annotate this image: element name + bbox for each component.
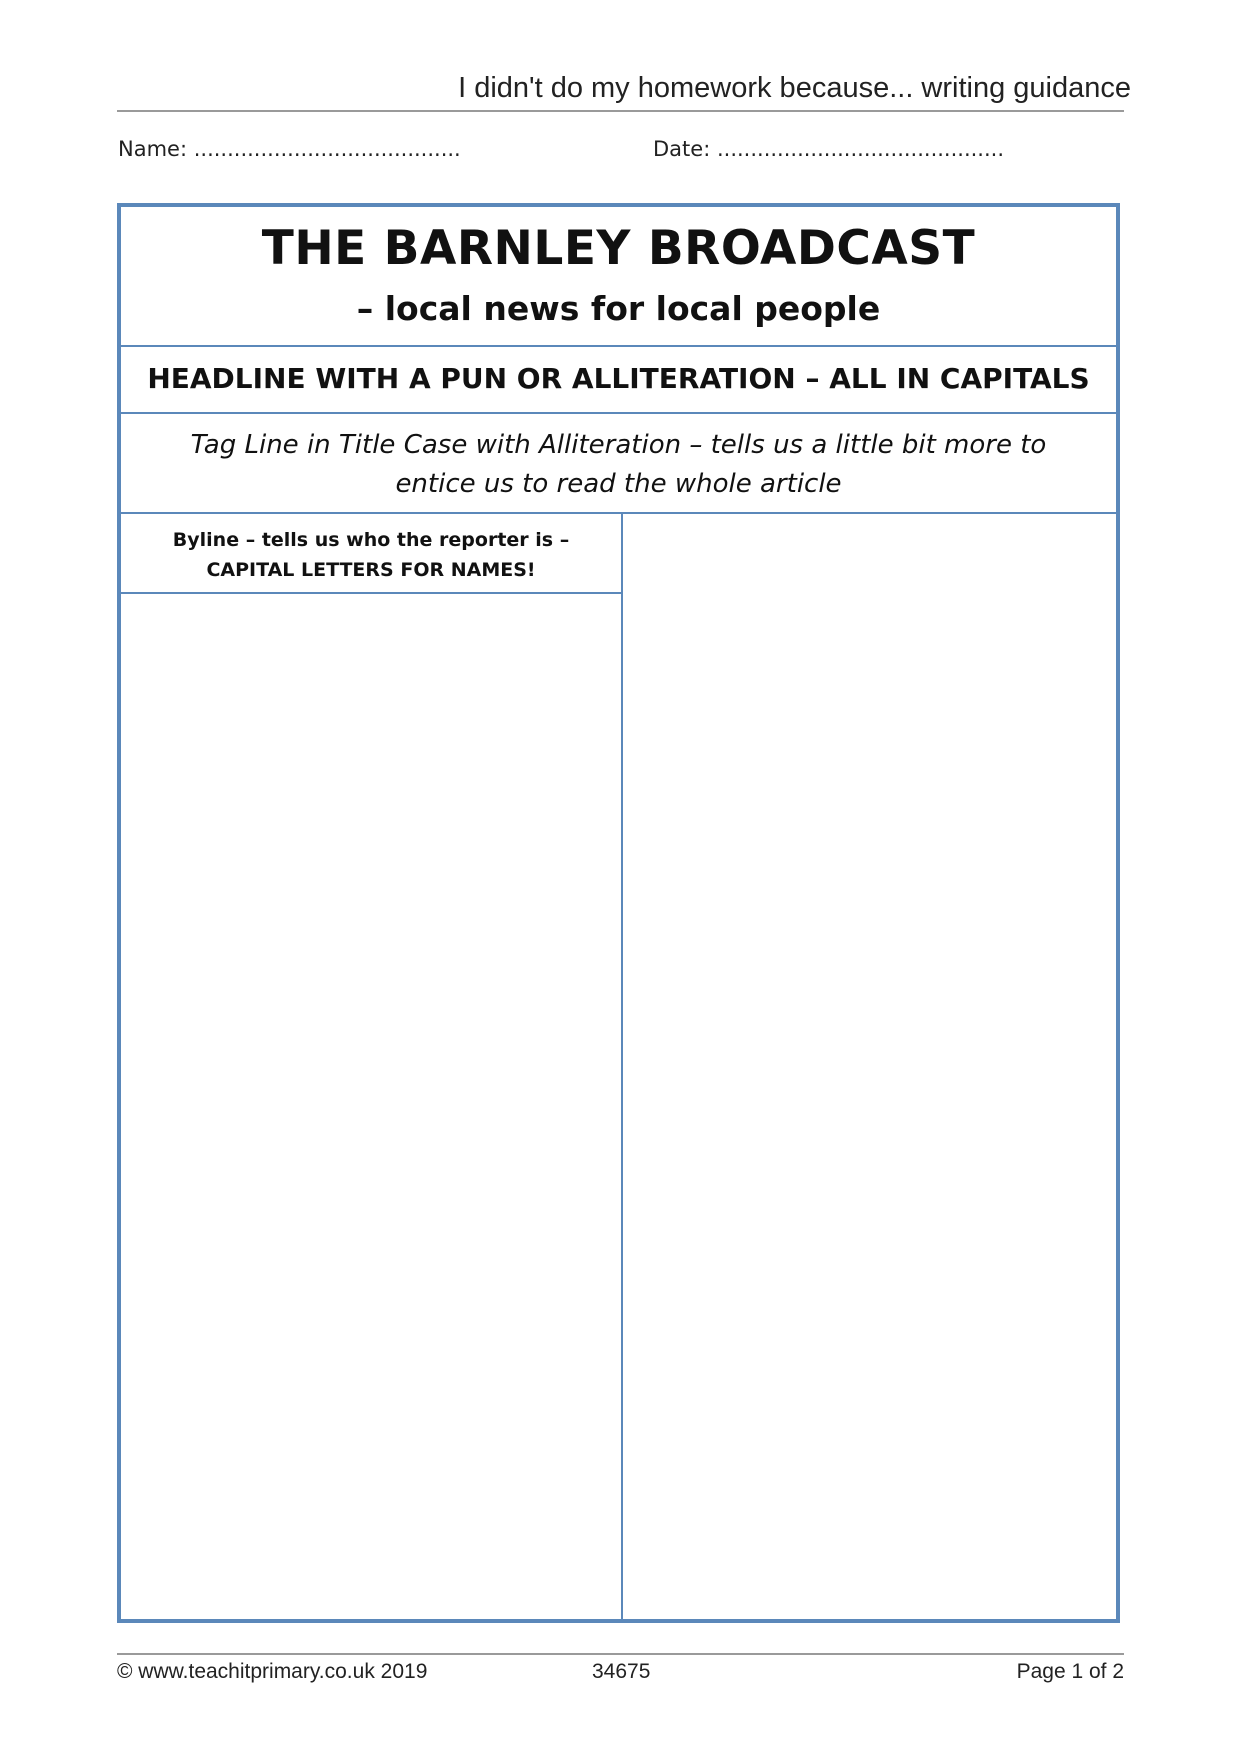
tagline-guidance-line-2: entice us to read the whole article [395, 469, 842, 499]
date-field[interactable] [653, 137, 1004, 161]
tagline-box[interactable] [121, 414, 1116, 514]
date-label: Date: [653, 137, 711, 161]
byline-guidance-line-2: CAPITAL LETTERS FOR NAMES! [206, 559, 536, 581]
name-label: Name: [118, 137, 188, 161]
footer-resource-code: 34675 [592, 1660, 651, 1683]
newspaper-subtitle: – local news for local people [356, 289, 881, 328]
name-field[interactable] [118, 137, 461, 161]
byline-box[interactable] [121, 514, 621, 594]
left-column [121, 514, 623, 1619]
footer-divider [117, 1653, 1124, 1655]
footer-page-number: Page 1 of 2 [1016, 1660, 1124, 1683]
headline-guidance: HEADLINE WITH A PUN OR ALLITERATION – ALL IN CAPITALS [147, 362, 1090, 395]
header-divider [117, 110, 1124, 112]
headline-box[interactable] [121, 347, 1116, 414]
masthead [121, 207, 1116, 347]
footer [117, 1660, 1124, 1690]
document-title: I didn't do my homework because... writing guidance [458, 72, 1131, 104]
newspaper-template-frame [117, 203, 1120, 1623]
newspaper-name: THE BARNLEY BROADCAST [261, 221, 976, 276]
student-details-row [118, 137, 1128, 167]
footer-copyright: © www.teachitprimary.co.uk 2019 [117, 1660, 428, 1683]
right-article-area[interactable] [623, 514, 1116, 1619]
name-dotted-line: ........................................ [193, 137, 461, 161]
left-article-area[interactable] [121, 594, 621, 1619]
byline-guidance-line-1: Byline – tells us who the reporter is – [172, 529, 570, 551]
date-dotted-line: ........................................... [716, 137, 1005, 161]
tagline-guidance-line-1: Tag Line in Title Case with Alliteration – tells us a little bit more to [190, 430, 1047, 460]
